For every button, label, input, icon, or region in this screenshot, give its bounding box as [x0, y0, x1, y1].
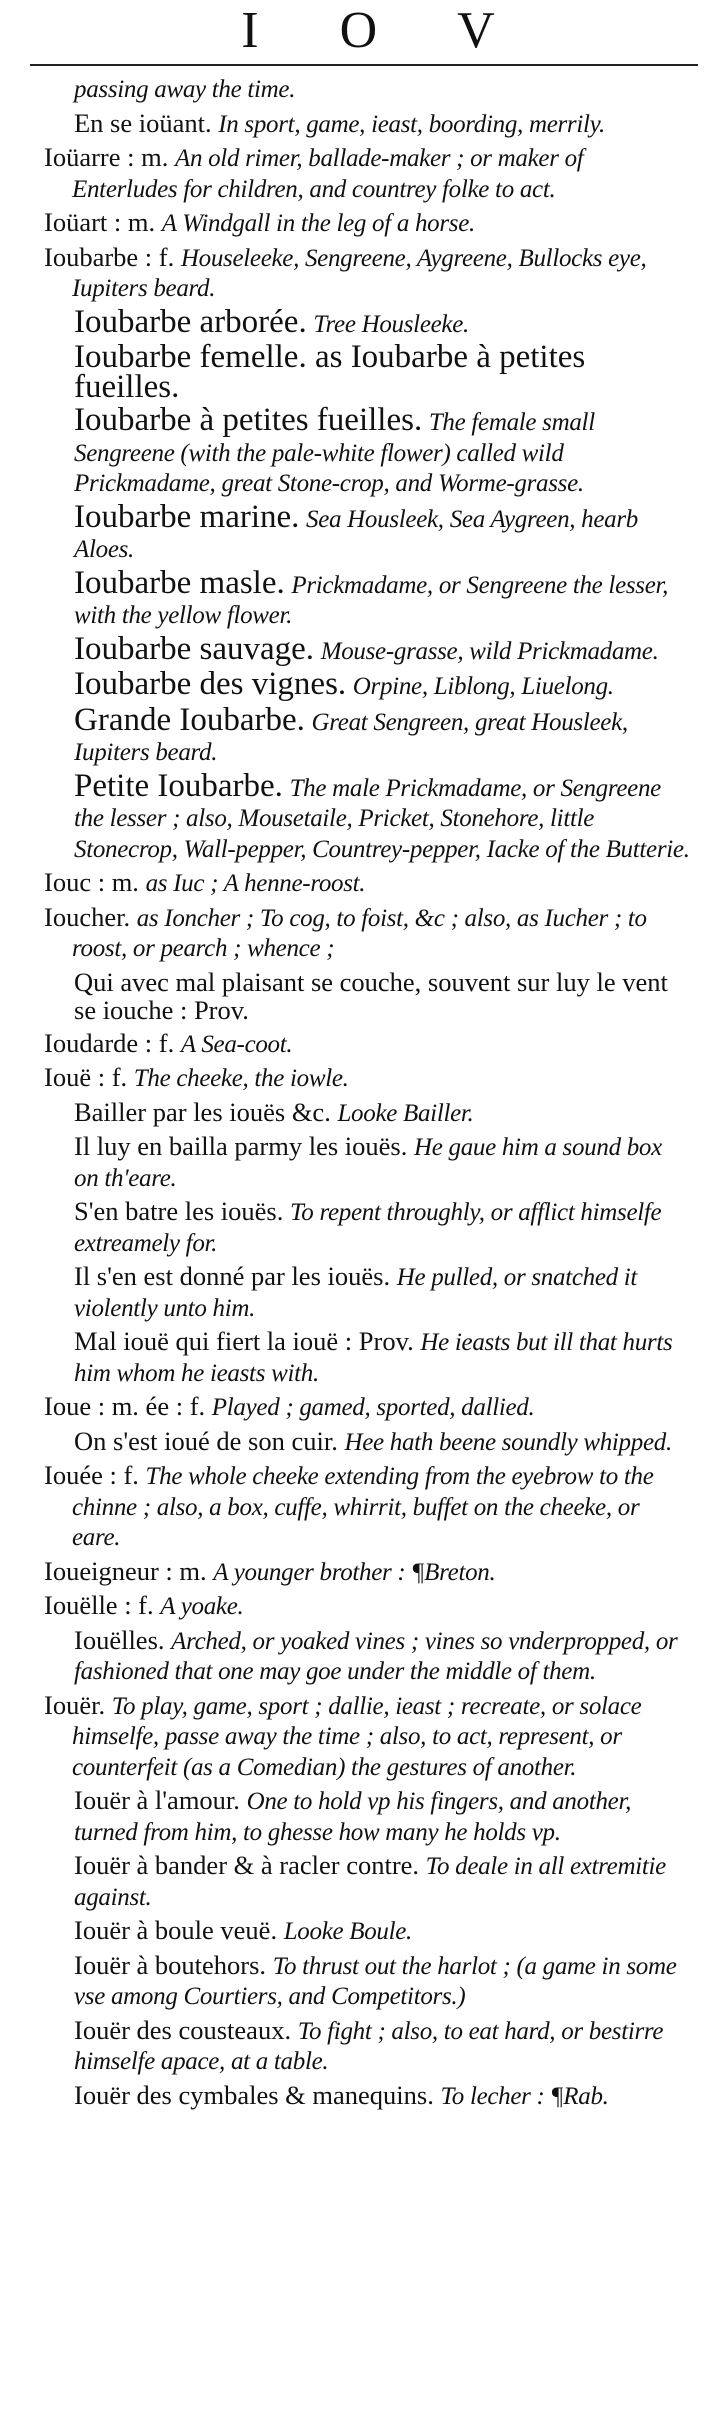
entry-headword: Ioudarde : f.	[44, 1027, 175, 1058]
dictionary-entry	[44, 1063, 692, 1094]
entry-headword: Ioubarbe : f.	[44, 241, 175, 272]
dictionary-entry	[44, 2081, 692, 2112]
entry-headword: Ioue : m. ée : f.	[44, 1391, 206, 1421]
entry-gloss: Tree Housleeke.	[313, 310, 469, 338]
dictionary-entry	[44, 1916, 692, 1947]
entry-gloss: An old rimer, ballade-maker ; or maker of Enterludes for children, and countrey folke to act.	[72, 145, 584, 203]
entry-gloss: To thrust out the harlot ; (a game in some vse among Courtiers, and Competitors.)	[74, 1952, 677, 2010]
dictionary-entry	[44, 1557, 692, 1588]
entry-gloss: Looke Bailler.	[337, 1099, 474, 1127]
entry-headword: Iouée : f.	[44, 1460, 139, 1490]
entry-gloss: as Iuc ; A henne-roost.	[145, 870, 366, 897]
dictionary-entry	[44, 1951, 692, 2012]
entry-headword: Bailler par les iouës &c.	[74, 1096, 331, 1127]
entry-headword: Ioüarre : m.	[44, 142, 169, 172]
dictionary-entry	[44, 2016, 692, 2077]
entry-headword: Ioüart : m.	[44, 207, 156, 237]
entry-headword: Iouër à boule veuë.	[74, 1915, 278, 1945]
entry-gloss: Houseleeke, Sengreene, Aygreene, Bullocks eye, Iupiters beard.	[72, 244, 647, 302]
dictionary-entry	[44, 1392, 692, 1423]
dictionary-entry	[44, 1098, 692, 1129]
entry-headword: Ioubarbe arborée.	[74, 303, 307, 340]
entry-gloss: To fight ; also, to eat hard, or bestirre himselfe apace, at a table.	[74, 2017, 664, 2075]
entry-gloss: Mouse-grasse, wild Prickmadame.	[320, 637, 659, 665]
dictionary-entry	[44, 1591, 692, 1622]
entry-gloss: Played ; gamed, sported, dallied.	[211, 1394, 535, 1421]
entry-gloss: The female small Sengreene (with the pale-white flower) called wild Prickmadame, great Stone-crop, and Worme-grasse.	[74, 409, 595, 497]
entry-gloss: Looke Boule.	[283, 1918, 413, 1945]
entry-headword: Iouë : f.	[44, 1062, 128, 1092]
dictionary-entry	[44, 74, 692, 105]
entry-gloss: A Sea-coot.	[180, 1030, 293, 1058]
dictionary-entry	[44, 1197, 692, 1258]
entry-gloss: To play, game, sport ; dallie, ieast ; recreate, or solace himselfe, passe away the time ; also, to act, represent, or counterfeit (as a Comedian) the gestures of another.	[72, 1692, 642, 1781]
entry-headword: S'en batre les iouës.	[74, 1196, 284, 1226]
dictionary-entry	[44, 1626, 692, 1687]
page-header: I O V	[241, 2, 529, 59]
dictionary-entry	[44, 903, 692, 964]
entry-gloss: as Ioncher ; To cog, to foist, &c ; also, as Iucher ; to roost, or pearch ; whence ;	[72, 904, 647, 962]
entry-gloss: Prickmadame, or Sengreene the lesser, with the yellow flower.	[74, 571, 669, 629]
entry-headword: Qui avec mal plaisant se couche, souvent sur luy le vent se iouche : Prov.	[74, 966, 668, 1025]
dictionary-entry	[44, 1132, 692, 1193]
dictionary-entry	[44, 243, 692, 304]
entry-gloss: Great Sengreen, great Housleek, Iupiters beard.	[74, 708, 628, 766]
entry-gloss: He gaue him a sound box on th'eare.	[74, 1134, 662, 1192]
dictionary-entry	[44, 666, 692, 702]
dictionary-entry	[44, 1262, 692, 1323]
entry-headword: Ioubarbe sauvage.	[74, 630, 315, 667]
dictionary-entry	[44, 339, 692, 405]
entry-list	[44, 74, 692, 2111]
entry-gloss: To lecher : ¶Rab.	[440, 2082, 609, 2110]
entry-headword: Ioubarbe femelle. as Ioubarbe à petites fueilles.	[74, 339, 586, 405]
entry-headword: Ioubarbe des vignes.	[74, 666, 347, 702]
entry-gloss: He ieasts but ill that hurts him whom he ieasts with.	[74, 1329, 673, 1387]
dictionary-entry	[44, 1851, 692, 1912]
dictionary-entry	[44, 498, 692, 565]
entry-headword: Ioucher.	[44, 901, 131, 932]
dictionary-entry	[44, 1029, 692, 1060]
entry-gloss: Sea Housleek, Sea Aygreen, hearb Aloes.	[74, 505, 638, 563]
dictionary-entry	[44, 303, 692, 340]
entry-gloss: One to hold vp his fingers, and another, turned from him, to ghesse how many he holds vp.	[74, 1788, 632, 1846]
entry-headword: Iouc : m.	[44, 867, 139, 897]
dictionary-entry	[44, 208, 692, 239]
entry-gloss: In sport, game, ieast, boording, merrily.	[218, 110, 606, 138]
entry-gloss: A yoake.	[160, 1593, 244, 1620]
entry-gloss: Hee hath beene soundly whipped.	[344, 1428, 672, 1456]
dictionary-entry	[44, 143, 692, 204]
entry-headword: On s'est ioué de son cuir.	[74, 1425, 338, 1456]
entry-gloss: The male Prickmadame, or Sengreene the lesser ; also, Mousetaile, Pricket, Stonehore, little Stonecrop, Wall-pepper, Countrey-pepper, Iacke of the Butterie.	[74, 774, 690, 863]
entry-headword: Iouëlles.	[74, 1624, 165, 1655]
entry-gloss: A younger brother : ¶Breton.	[213, 1558, 496, 1586]
entry-gloss: Orpine, Liblong, Liuelong.	[352, 673, 614, 700]
entry-gloss: To deale in all extremitie against.	[74, 1853, 666, 1911]
entry-headword: Iouër des cousteaux.	[74, 2014, 292, 2045]
dictionary-entry	[44, 1427, 692, 1458]
entry-gloss: Arched, or yoaked vines ; vines so vnderpropped, or fashioned that one may goe under the middle of them.	[74, 1627, 678, 1685]
dictionary-entry	[44, 1327, 692, 1388]
entry-headword: Ioubarbe marine.	[74, 498, 300, 535]
entry-headword: Il s'en est donné par les iouës.	[74, 1261, 391, 1291]
entry-headword: En se ioüant.	[74, 107, 212, 138]
dictionary-entry	[44, 402, 692, 499]
entry-headword: Iouër à l'amour.	[74, 1785, 240, 1815]
dictionary-entry	[44, 564, 692, 631]
entry-headword: Mal iouë qui fiert la iouë : Prov.	[74, 1326, 414, 1356]
dictionary-entry	[44, 1461, 692, 1553]
entry-gloss: The cheeke, the iowle.	[133, 1065, 349, 1092]
entry-headword: Iouër à bander & à racler contre.	[74, 1850, 420, 1880]
entry-gloss: To repent throughly, or afflict himselfe extreamely for.	[74, 1199, 662, 1257]
dictionary-entry	[44, 701, 692, 768]
entry-headword: Il luy en bailla parmy les iouës.	[74, 1131, 408, 1161]
dictionary-entry	[44, 630, 692, 667]
entry-gloss: passing away the time.	[74, 76, 296, 103]
dictionary-entry	[44, 968, 692, 1025]
dictionary-entry	[44, 1691, 692, 1783]
dictionary-entry	[44, 109, 692, 140]
entry-headword: Iouër à boutehors.	[74, 1949, 267, 1980]
entry-headword: Iouër des cymbales & manequins.	[74, 2079, 434, 2110]
entry-gloss: A Windgall in the leg of a horse.	[161, 210, 475, 237]
entry-headword: Ioubarbe masle.	[74, 564, 285, 601]
dictionary-entry	[44, 1786, 692, 1847]
entry-gloss: The whole cheeke extending from the eyebrow to the chinne ; also, a box, cuffe, whirrit, buffet on the cheeke, or eare.	[72, 1463, 654, 1551]
entry-headword: Iouëlle : f.	[44, 1590, 154, 1620]
header-rule	[30, 64, 698, 66]
entry-gloss: He pulled, or snatched it violently unto him.	[74, 1264, 638, 1322]
dictionary-entry	[44, 868, 692, 899]
dictionary-entry	[44, 767, 692, 865]
entry-headword: Iouër.	[44, 1689, 106, 1720]
entry-headword: Ioueigneur : m.	[44, 1555, 207, 1586]
entry-headword: Grande Ioubarbe.	[74, 701, 305, 738]
entry-headword: Ioubarbe à petites fueilles.	[74, 402, 423, 438]
entry-headword: Petite Ioubarbe.	[74, 767, 283, 804]
